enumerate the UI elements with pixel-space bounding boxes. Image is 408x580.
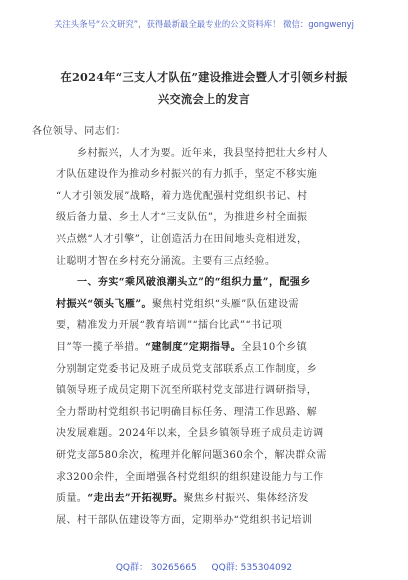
- body-line: 兴点燃“人才引擎”，让创造活力在田间地头竞相迸发，: [56, 233, 308, 245]
- body-line: 研党支部580余次，梳理并化解问题360余个，解决群众需: [56, 449, 327, 461]
- section-heading-cont: 村振兴“领头飞雁”。: [56, 298, 153, 310]
- qq-group-1: QQ群： 30265665: [115, 563, 197, 573]
- qq-footer: [0, 560, 408, 573]
- body-text: 质量。: [56, 493, 88, 505]
- body-text: 聚焦村党组织“头雁”队伍建设需: [152, 298, 299, 310]
- salutation: 各位领导、同志们：: [32, 126, 127, 137]
- subheading-build-system: “建制度”定期指导。: [145, 341, 242, 353]
- title-line: 兴交流会上的发言: [158, 92, 250, 106]
- body-text: 全县10个乡镇: [241, 341, 308, 353]
- body-line: 展、村干部队伍建设等方面，定期举办“党组织书记培训: [56, 514, 313, 526]
- body-line: 才队伍建设作为推动乡村振兴的有力抓手，坚定不移实施: [56, 169, 318, 181]
- body-line: 求3200余件，全面增强各村党组织的组织建设能力与工作: [56, 471, 324, 483]
- body-line: 让聪明才智在乡村充分涌流。主要有三点经验。: [56, 255, 276, 267]
- title-line: 在2024年“三支人才队伍”建设推进会暨人才引领乡村振: [60, 70, 348, 84]
- body-line: [56, 488, 352, 510]
- body-text: 目”等一揽子举措。: [56, 341, 146, 353]
- promo-banner: 关注头条号“公文研究”，获得最新最全最专业的公文资料库！ 微信：gongwenyj: [54, 19, 354, 29]
- body-line: [56, 337, 352, 359]
- body-line: 决发展难题。2024年以来，全县乡镇领导班子成员走访调: [56, 428, 324, 440]
- body-text: 聚焦乡村振兴、集体经济发: [183, 493, 309, 505]
- qq-group-2: QQ群: 535304092: [211, 563, 293, 573]
- section-heading: 一、夯实“乘风破浪潮头立”的“组织力量”，配强乡: [77, 277, 311, 289]
- body-line: 级后备力量、乡土人才“三支队伍”，为推进乡村全面振: [56, 212, 308, 224]
- body-line: 要，精准发力开展“教育培训”“擂台比武”“书记项: [56, 320, 283, 332]
- body-line: “人才引领发展”战略，着力选优配强村党组织书记、村: [56, 190, 308, 202]
- body-line: 乡村振兴，人才为要。近年来，我县坚持把壮大乡村人: [77, 147, 328, 159]
- document-title: [40, 66, 368, 110]
- subheading-go-out: “走出去”开拓视野。: [87, 493, 184, 505]
- document-body: [32, 121, 352, 531]
- body-line: 全力帮助村党组织书记明确目标任务、理清工作思路、解: [56, 406, 318, 418]
- body-line: [56, 294, 352, 316]
- body-line: 镇领导班子成员定期下沉至所联村党支部进行调研指导，: [56, 385, 318, 397]
- body-line: 分别制定党委书记及班子成员党支部联系点工作制度，乡: [56, 363, 318, 375]
